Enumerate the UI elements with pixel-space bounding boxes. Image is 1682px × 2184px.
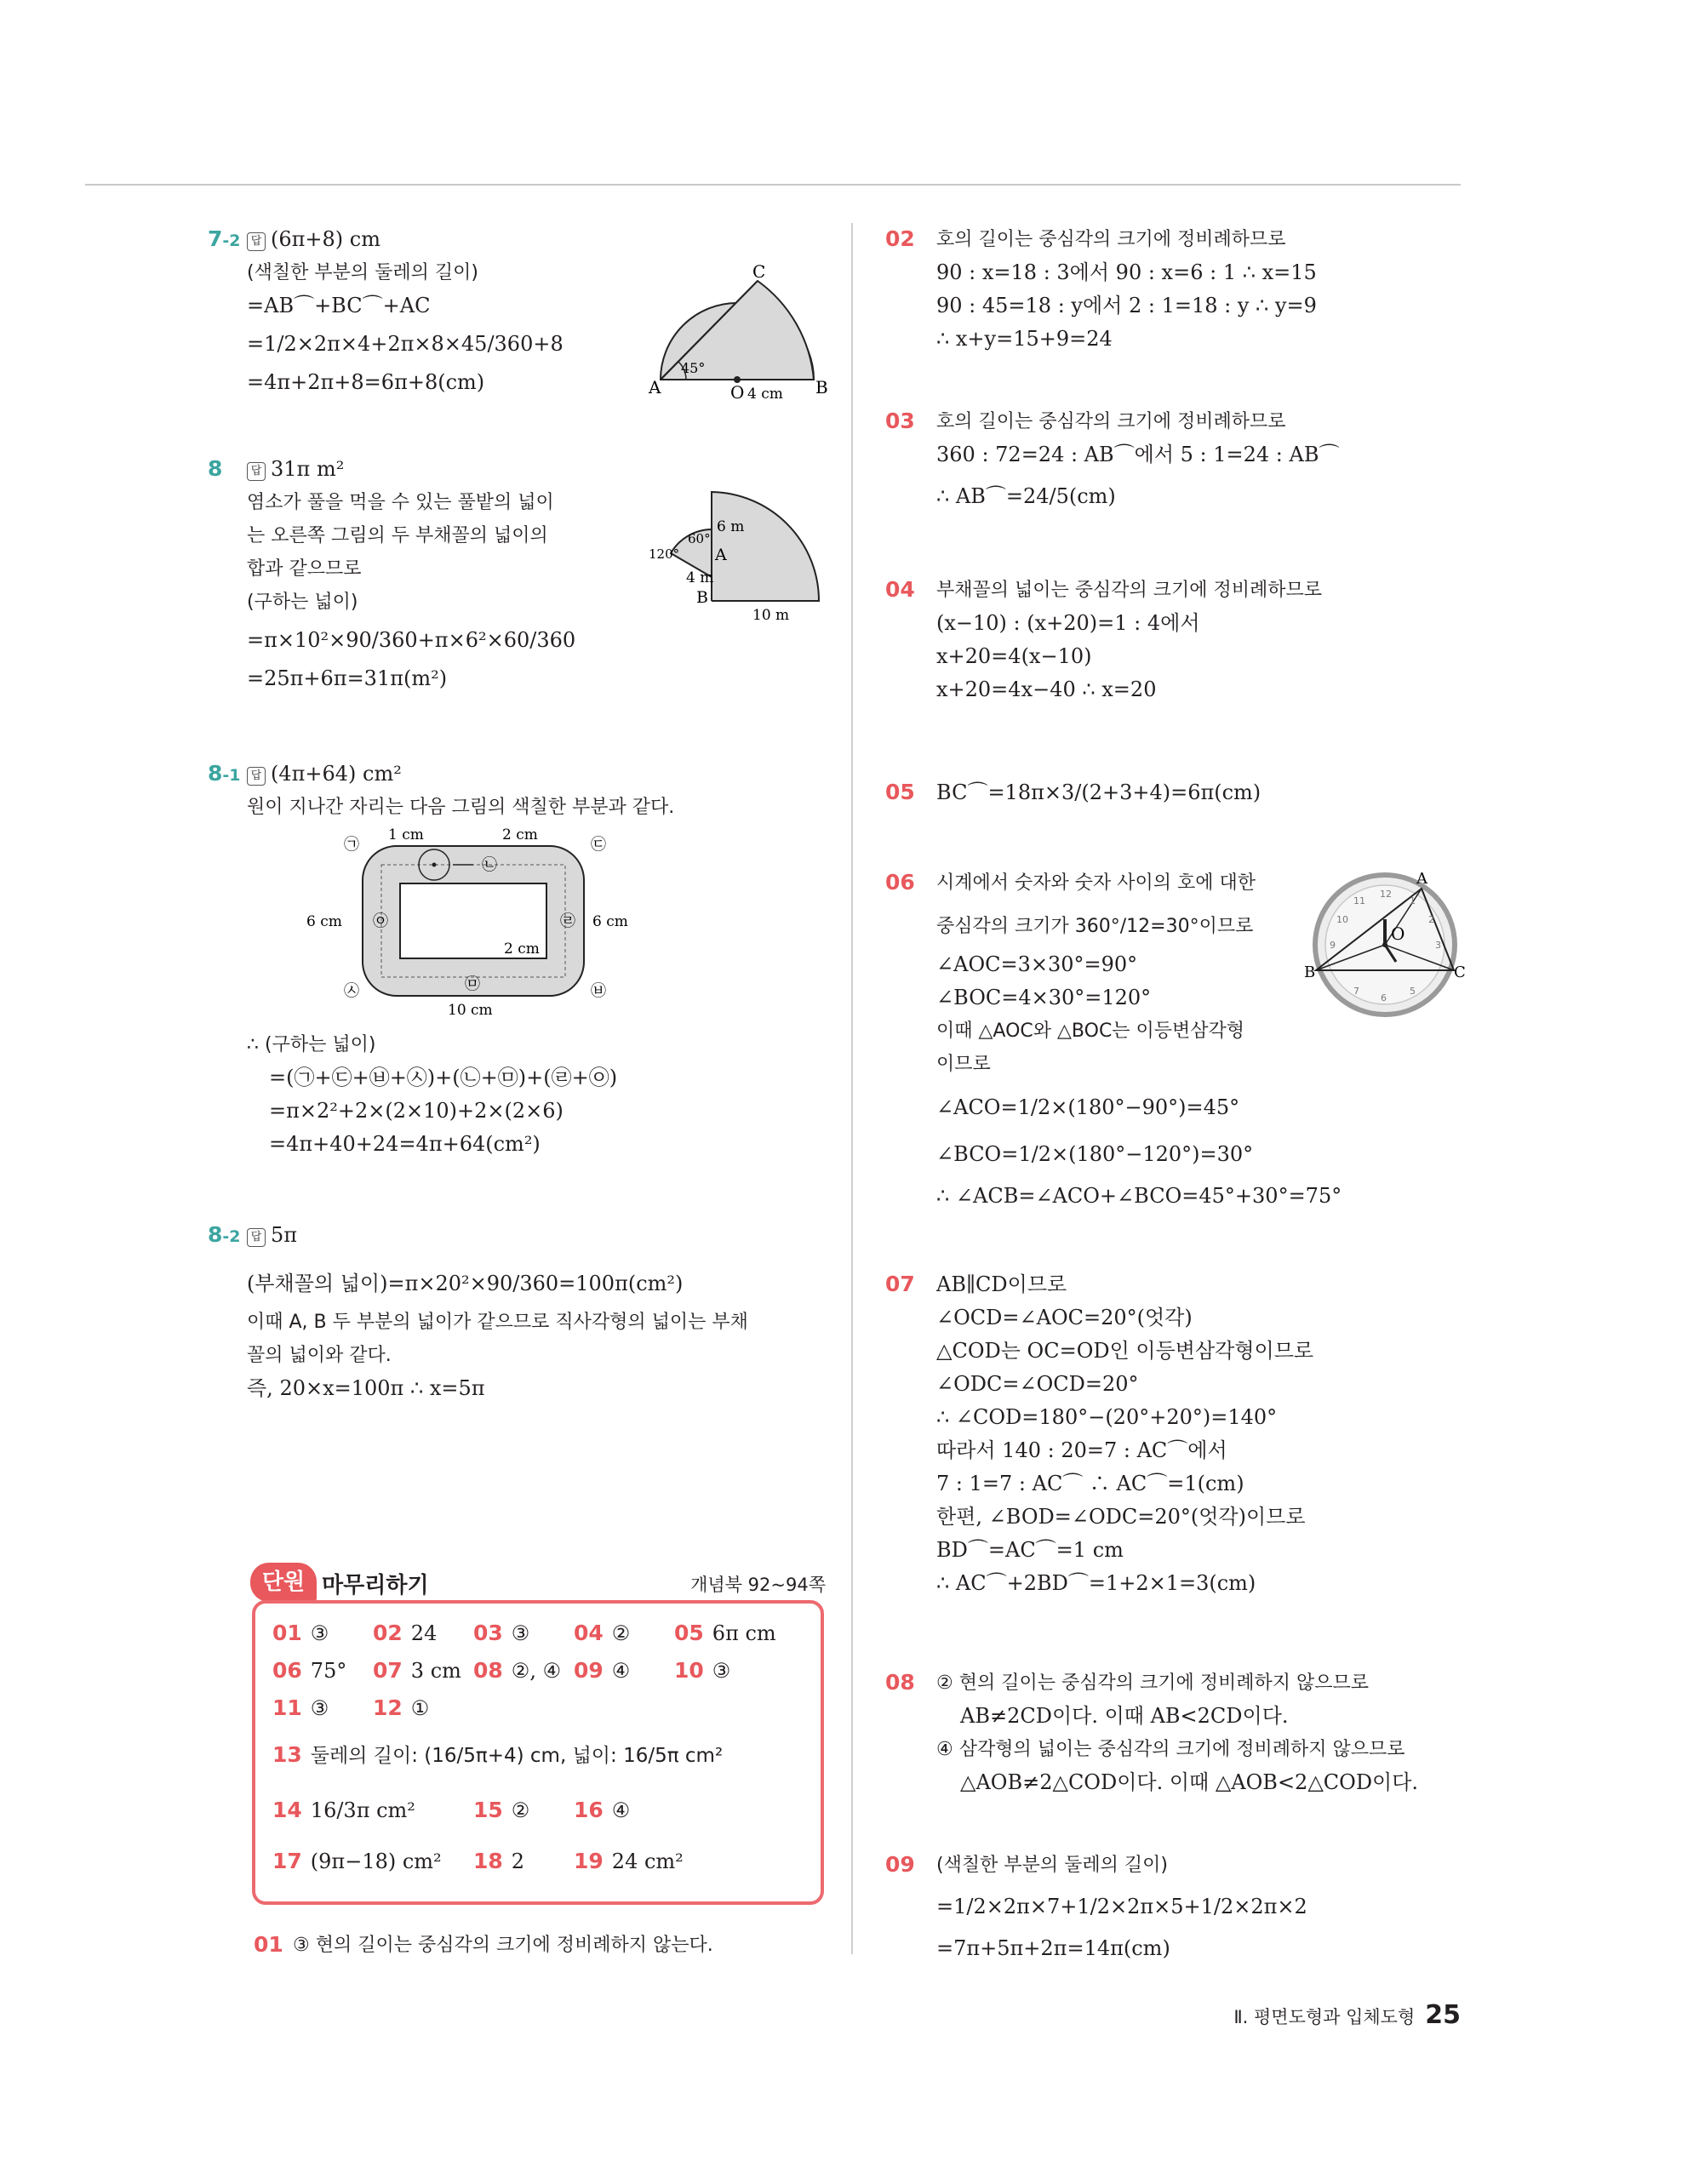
solution-line: 부채꼴의 넓이는 중심각의 크기에 정비례하므로 [936,580,1323,601]
solution-line: ③ 현의 길이는 중심각의 크기에 정비례하지 않는다. [293,1935,713,1956]
unit-review-answers [252,1600,824,1905]
solution-line: ∴ (구하는 넓이) [247,1034,376,1055]
solution-line: 합과 같으므로 [247,558,362,580]
review-question-06 [885,866,1481,1213]
solution-line: 호의 길이는 중심각의 크기에 정비례하므로 [936,229,1286,250]
solution-line: 시계에서 숫자와 숫자 사이의 호에 대한 [936,872,1256,894]
clock-numeral: 2 [1428,914,1434,925]
solution-line: ∠AOC=3×30°=90° [936,952,1138,976]
fig-label: 45° [681,360,706,376]
solution-line: 원이 지나간 자리는 다음 그림의 색칠한 부분과 같다. [247,797,675,818]
solution-line: AB≠2CD이다. 이때 AB<2CD이다. [960,1704,1289,1728]
solution-line: x+20=4x−40 ∴ x=20 [936,677,1157,701]
solution-line: BD⌒=AC⌒=1 cm [936,1538,1124,1562]
fig-label: ㉠ [344,836,359,854]
unit-review-header [250,1563,829,1600]
fig-label: 1 cm [388,826,424,843]
problem-8-1 [208,758,843,1156]
answer-line: 답 31π m² [247,453,843,486]
fig-label: 10 cm [448,1002,493,1019]
solution-line: 꼴의 넓이와 같다. [247,1345,392,1366]
solution-line: ∠BOC=4×30°=120° [936,986,1152,1009]
fig-label: ㉡ [482,856,497,874]
fig-label: A [715,546,727,564]
solution-line: =25π+6π=31π(m²) [247,666,448,690]
review-question-01 [254,1929,838,1962]
solution-line: 한편, ∠BOD=∠ODC=20°(엇각)이므로 [936,1505,1306,1529]
fig-label: O [1391,923,1405,944]
column-divider [851,223,853,1954]
answer-line: 답 (4π+64) cm² [247,758,843,791]
solution-line: ④ 삼각형의 넓이는 중심각의 크기에 정비례하지 않으므로 [936,1739,1405,1760]
solution-line: 이때 A, B 두 부분의 넓이가 같으므로 직사각형의 넓이는 부채 [247,1312,748,1333]
problem-7-2 [208,223,828,403]
fig-label: 4 m [686,569,714,586]
solution-line: (부채꼴의 넓이)=π×20²×90/360=100π(cm²) [247,1272,684,1295]
header-rule [85,184,1461,186]
fig-label: 10 m [752,607,790,624]
solution-line: 중심각의 크기가 360°/12=30°이므로 [936,916,1254,937]
fig-label: 60° [688,531,711,546]
question-number: 04 [885,577,915,602]
problem-number: 8-2 [208,1222,241,1247]
solution-line: =4π+2π+8=6π+8(cm) [247,370,485,394]
solution-line: 호의 길이는 중심각의 크기에 정비례하므로 [936,411,1286,432]
answer-line: 답 (6π+8) cm [247,223,826,256]
section-label: Ⅱ. 평면도형과 입체도형 [1233,2007,1416,2027]
page-footer [1233,2000,1461,2030]
question-number: 09 [885,1852,915,1877]
unit-review-title: 마무리하기 [322,1573,429,1598]
fig-label: ㉥ [591,982,606,1000]
fig-label: C [1454,963,1466,981]
answer-row: 01 ③ 02 24 03 ③ 04 ② 05 6π cm [272,1621,776,1645]
clock-numeral: 5 [1410,986,1416,997]
semicircle-figure [649,261,831,403]
fig-label: 120° [649,546,680,562]
answer-line: 답 5π [247,1219,843,1252]
solution-line: 90 : 45=18 : y에서 2 : 1=18 : y ∴ y=9 [936,294,1317,317]
clock-numeral: 3 [1435,940,1441,951]
fig-label: O [730,382,745,403]
clock-numeral: 9 [1330,940,1336,951]
answer-mark: 답 [247,232,266,251]
fig-label: 2 cm [504,940,540,958]
fig-label: ㉣ [560,912,575,930]
solution-line: =1/2×2π×7+1/2×2π×5+1/2×2π×2 [936,1895,1307,1918]
problem-number: 7-2 [208,226,241,251]
review-question-09 [885,1849,1481,1965]
solution-line: AB∥CD이므로 [936,1272,1067,1296]
solution-line: 90 : x=18 : 3에서 90 : x=6 : 1 ∴ x=15 [936,260,1317,284]
fig-label: 6 cm [592,913,628,930]
solution-line: 는 오른쪽 그림의 두 부채꼴의 넓이의 [247,525,548,546]
fig-label: 6 m [717,518,745,535]
question-number: 07 [885,1272,915,1296]
solution-line: (구하는 넓이) [247,592,358,613]
question-number: 06 [885,870,915,895]
problem-8 [208,453,843,695]
clock-figure [1304,866,1466,1020]
fig-label: ㉦ [344,982,359,1000]
solution-line: ∠BCO=1/2×(180°−120°)=30° [936,1142,1254,1166]
concept-book-reference: 개념북 92~94쪽 [690,1575,826,1595]
solution-line: ∴ AB⌒=24/5(cm) [936,484,1116,508]
answer-mark: 답 [247,1228,266,1247]
solution-line: =π×10²×90/360+π×6²×60/360 [247,628,576,652]
review-question-07 [885,1268,1481,1600]
solution-line: x+20=4(x−10) [936,644,1092,668]
clock-numeral: 12 [1380,889,1392,900]
fig-label: A [1416,870,1427,888]
review-question-08 [885,1667,1481,1799]
clock-numeral: 1 [1410,895,1416,906]
unit-badge: 단원 [250,1563,317,1602]
solution-line: ∠ACO=1/2×(180°−90°)=45° [936,1095,1240,1119]
solution-line: 염소가 풀을 먹을 수 있는 풀밭의 넓이 [247,492,554,513]
question-number: 01 [254,1932,283,1957]
fig-label: B [815,377,828,397]
solution-line: ∴ x+y=15+9=24 [936,327,1113,351]
solution-line: =AB⌒+BC⌒+AC [247,294,431,317]
fig-label: B [696,588,708,607]
solution-line: 360 : 72=24 : AB⌒에서 5 : 1=24 : AB⌒ [936,443,1340,466]
question-number: 02 [885,226,915,251]
fig-label: C [752,261,766,282]
fig-label: ㉢ [591,836,606,854]
question-number: 05 [885,780,915,804]
answer-row: 13 둘레의 길이: (16/5π+4) cm, 넓이: 16/5π cm² [272,1742,724,1767]
review-question-03 [885,405,1481,513]
fig-label: ㉤ [465,975,480,993]
solution-line: ∠ODC=∠OCD=20° [936,1372,1139,1396]
problem-number: 8-1 [208,761,241,786]
solution-line: =(㉠+㉢+㉥+㉦)+(㉡+㉤)+(㉣+㉧) [269,1066,618,1089]
solution-line: (x−10) : (x+20)=1 : 4에서 [936,611,1200,635]
solution-line: 7 : 1=7 : AC⌒ ∴ AC⌒=1(cm) [936,1472,1244,1495]
clock-numeral: 6 [1381,992,1387,1003]
answer-row: 11 ③ 12 ① [272,1695,430,1720]
fig-label: B [1304,963,1316,981]
question-number: 08 [885,1670,915,1695]
solution-line: (색칠한 부분의 둘레의 길이) [247,262,478,283]
solution-line: ∴ ∠COD=180°−(20°+20°)=140° [936,1405,1278,1429]
pasture-figure [649,487,844,623]
solution-line: ∠OCD=∠AOC=20°(엇각) [936,1306,1193,1329]
solution-line: BC⌒=18π×3/(2+3+4)=6π(cm) [936,780,1262,804]
fig-label: 4 cm [747,386,783,403]
solution-line: (색칠한 부분의 둘레의 길이) [936,1855,1168,1876]
solution-line: ∴ ∠ACB=∠ACO+∠BCO=45°+30°=75° [936,1184,1342,1208]
review-question-05 [885,776,1481,809]
clock-numeral: 11 [1353,895,1365,906]
problem-8-2 [208,1219,843,1405]
solution-line: 이므로 [936,1054,991,1075]
solution-line: =4π+40+24=4π+64(cm²) [269,1132,541,1156]
clock-numeral: 10 [1336,914,1348,925]
solution-line: =π×2²+2×(2×10)+2×(2×6) [269,1099,564,1123]
solution-line: ∴ AC⌒+2BD⌒=1+2×1=3(cm) [936,1571,1256,1595]
answer-row: 06 75° 07 3 cm 08 ②, ④ 09 ④ 10 ③ [272,1658,731,1683]
question-number: 03 [885,409,915,433]
solution-line: =7π+5π+2π=14π(cm) [936,1936,1170,1960]
solution-line: △AOB≠2△COD이다. 이때 △AOB<2△COD이다. [960,1770,1419,1794]
fig-label: 6 cm [306,913,342,930]
answer-mark: 답 [247,767,266,786]
fig-label: 2 cm [502,826,538,843]
solution-line: ② 현의 길이는 중심각의 크기에 정비례하지 않으므로 [936,1672,1369,1694]
solution-line: 따라서 140 : 20=7 : AC⌒에서 [936,1438,1227,1462]
solution-line: 이때 △AOC와 △BOC는 이등변삼각형 [936,1021,1245,1042]
solution-line: 즉, 20×x=100π ∴ x=5π [247,1376,485,1400]
answer-row: 17 (9π−18) cm² 18 2 19 24 cm² [272,1849,684,1873]
fig-label: ㉧ [373,912,388,930]
fig-label: A [649,377,661,397]
page-number: 25 [1425,2000,1461,2030]
solution-line: △COD는 OC=OD인 이등변삼각형이므로 [936,1339,1314,1363]
review-question-02 [885,223,1481,356]
rolling-circle-figure [306,826,630,1021]
answer-mark: 답 [247,462,266,481]
problem-number: 8 [208,456,223,481]
answer-row: 14 16/3π cm² 15 ② 16 ④ [272,1798,631,1822]
clock-numeral: 7 [1353,986,1359,997]
review-question-04 [885,574,1481,706]
solution-line: =1/2×2π×4+2π×8×45/360+8 [247,332,564,356]
